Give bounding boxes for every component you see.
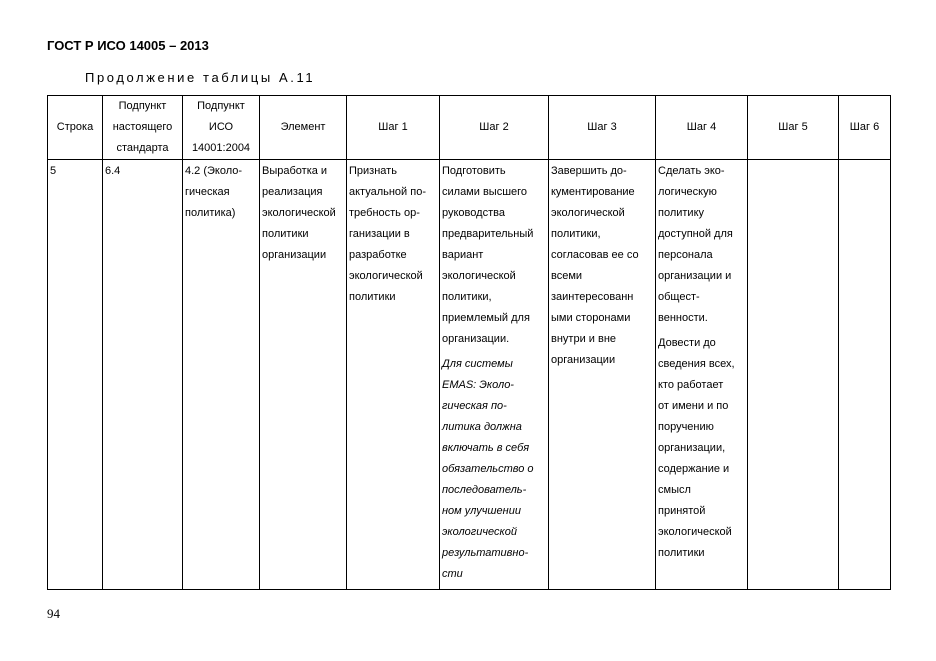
header-cell-step5 (748, 96, 839, 160)
header-cell-iso (183, 96, 260, 160)
text-line: организации. (442, 333, 510, 345)
text-line: Сделать эко- (658, 165, 725, 177)
text-line: общест- (658, 291, 700, 303)
text-line: Подпункт (118, 100, 167, 112)
text-line: Подготовить (442, 165, 506, 177)
text-line: поручению (658, 421, 714, 433)
text-line: последователь- (442, 484, 527, 496)
text-line: доступной для (658, 228, 733, 240)
step4-text-part1 (658, 161, 747, 329)
text-line: Строка (56, 121, 94, 133)
text-line: требность ор- (349, 207, 420, 219)
text-line: политики, (551, 228, 601, 240)
header-cell-step3 (549, 96, 656, 160)
header-cell-step2 (440, 96, 549, 160)
text-line: ыми сторонами (551, 312, 631, 324)
text-line: стандарта (116, 142, 169, 154)
text-line: согласовав ее со (551, 249, 639, 261)
text-line: принятой (658, 505, 706, 517)
text-line: приемлемый для (442, 312, 530, 324)
text-line: политики (349, 291, 396, 303)
text-line: организации (551, 354, 616, 366)
text-line: Шаг 5 (778, 121, 808, 133)
text-line: ганизации в (349, 228, 410, 240)
header-cell-step6 (839, 96, 891, 160)
text-line: 4.2 (Эколо- (185, 165, 243, 177)
text-line: Шаг 3 (587, 121, 617, 133)
text-line: Для системы (442, 358, 513, 370)
text-line: Шаг 4 (686, 121, 717, 133)
cell-element (260, 160, 347, 590)
text-line: от имени и по (658, 400, 729, 412)
text-line: вариант (442, 249, 484, 261)
text-line: актуальной по- (349, 186, 426, 198)
text-line: ИСО (208, 121, 234, 133)
cell-step3 (549, 160, 656, 590)
text-line: предварительный (442, 228, 534, 240)
text-line: сведения всех, (658, 358, 735, 370)
text-line: результативно- (442, 547, 529, 559)
text-line: включать в себя (442, 442, 530, 454)
cell-podpunkt (103, 160, 183, 590)
table-continuation-caption: Продолжение таблицы А.11 (85, 70, 316, 85)
cell-stroka (48, 160, 103, 590)
text-line: внутри и вне (551, 333, 617, 345)
document-header: ГОСТ Р ИСО 14005 – 2013 (47, 38, 209, 53)
text-line: 6.4 (105, 165, 121, 177)
text-line: Элемент (280, 121, 326, 133)
text-line: 14001:2004 (191, 142, 251, 154)
cell-step4 (656, 160, 748, 590)
text-line: экологической (551, 207, 625, 219)
text-line: Шаг 1 (378, 121, 408, 133)
text-line: политики (658, 547, 705, 559)
text-line: экологической (658, 526, 732, 538)
step2-regular-text (442, 161, 548, 350)
text-line: кументирование (551, 186, 635, 198)
text-line: реализация (262, 186, 323, 198)
header-cell-stroka (48, 96, 103, 160)
text-line: настоящего (112, 121, 173, 133)
text-line: экологической (442, 270, 516, 282)
step4-text-part2 (658, 333, 747, 564)
cell-step5 (748, 160, 839, 590)
text-line: 5 (50, 165, 57, 177)
text-line: гическая по- (442, 400, 507, 412)
text-line: Завершить до- (551, 165, 627, 177)
text-line: организации (262, 249, 327, 261)
cell-step6 (839, 160, 891, 590)
text-line: Признать (349, 165, 397, 177)
text-line: экологической (262, 207, 336, 219)
text-line: персонала (658, 249, 713, 261)
text-line: EMAS: Эколо- (442, 379, 514, 391)
text-line: кто работает (658, 379, 724, 391)
text-line: руководства (442, 207, 505, 219)
text-line: Довести до (658, 337, 716, 349)
text-line: Выработка и (262, 165, 328, 177)
text-line: разработке (349, 249, 407, 261)
text-line: Подпункт (197, 100, 245, 112)
cell-step1 (347, 160, 440, 590)
data-table (47, 95, 891, 590)
table-header-row (48, 96, 891, 160)
text-line: заинтересованн (551, 291, 634, 303)
text-line: политики, (442, 291, 492, 303)
text-line: содержание и (658, 463, 730, 475)
text-line: Шаг 6 (849, 121, 880, 133)
page-number: 94 (47, 606, 60, 621)
text-line: политики (262, 228, 309, 240)
cell-step2 (440, 160, 549, 590)
text-line: сти (442, 568, 463, 580)
text-line: организации и (658, 270, 732, 282)
text-line: политика) (185, 207, 236, 219)
header-cell-step1 (347, 96, 440, 160)
table-row (48, 160, 891, 590)
header-cell-step4 (656, 96, 748, 160)
cell-iso (183, 160, 260, 590)
text-line: обязательство о (442, 463, 534, 475)
text-line: экологической (442, 526, 517, 538)
step2-italic-note (442, 354, 548, 585)
text-line: всеми (551, 270, 583, 282)
text-line: Шаг 2 (479, 121, 509, 133)
header-cell-element (260, 96, 347, 160)
text-line: смысл (658, 484, 691, 496)
text-line: венности. (658, 312, 708, 324)
header-cell-podpunkt (103, 96, 183, 160)
text-line: политику (658, 207, 705, 219)
text-line: логическую (658, 186, 717, 198)
text-line: ном улучшении (442, 505, 521, 517)
text-line: гическая (185, 186, 230, 198)
text-line: экологической (349, 270, 423, 282)
text-line: литика должна (442, 421, 522, 433)
text-line: силами высшего (442, 186, 528, 198)
text-line: организации, (658, 442, 726, 454)
